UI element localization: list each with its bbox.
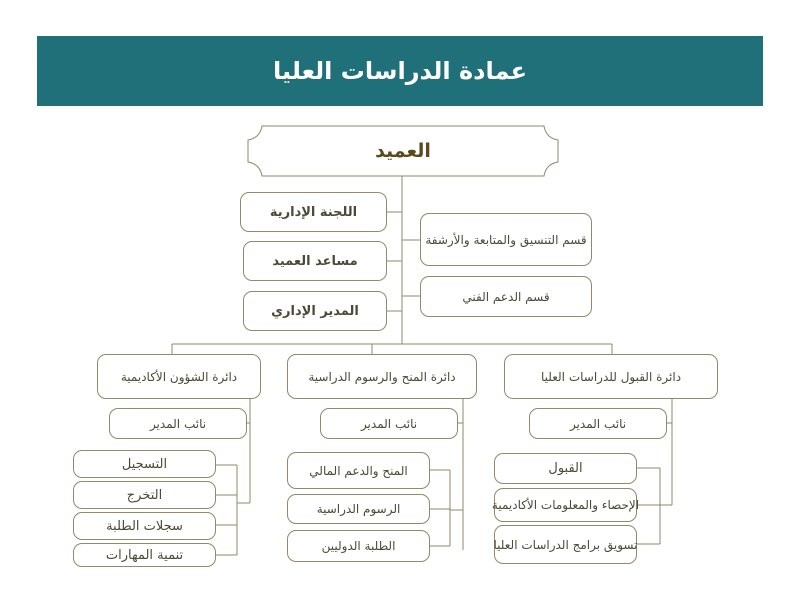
admin-manager-box: المدير الإداري [243, 291, 387, 331]
tuition-fees-unit-box: الرسوم الدراسية [287, 494, 430, 524]
dept-admission-box: دائرة القبول للدراسات العليا [504, 354, 718, 399]
graduation-unit-box: التخرج [73, 481, 216, 509]
dept-grants-deputy-box: نائب المدير [320, 408, 458, 439]
admin-committee-box: اللجنة الإدارية [240, 192, 387, 232]
dean-box: العميد [375, 140, 431, 162]
admission-unit-box: القبول [494, 453, 637, 484]
coordination-dept-box: قسم التنسيق والمتابعة والأرشفة [420, 213, 592, 266]
dept-grants-box: دائرة المنح والرسوم الدراسية [287, 354, 477, 399]
international-students-unit-box: الطلبة الدوليين [287, 530, 430, 562]
tech-support-dept-box: قسم الدعم الفني [420, 276, 592, 317]
page-title: عمادة الدراسات العليا [37, 36, 763, 106]
student-records-unit-box: سجلات الطلبة [73, 512, 216, 540]
programs-marketing-unit-box: تسويق برامج الدراسات العليا [494, 525, 637, 564]
grants-financial-support-unit-box: المنح والدعم المالي [287, 452, 430, 489]
skills-development-unit-box: تنمية المهارات [73, 543, 216, 567]
academic-statistics-unit-box: الإحصاء والمعلومات الأكاديمية [494, 488, 637, 522]
registration-unit-box: التسجيل [73, 450, 216, 478]
assistant-dean-box: مساعد العميد [243, 241, 387, 281]
dept-admission-deputy-box: نائب المدير [529, 408, 667, 439]
dept-academic-affairs-box: دائرة الشؤون الأكاديمية [97, 354, 261, 399]
dept-academic-deputy-box: نائب المدير [109, 408, 247, 439]
